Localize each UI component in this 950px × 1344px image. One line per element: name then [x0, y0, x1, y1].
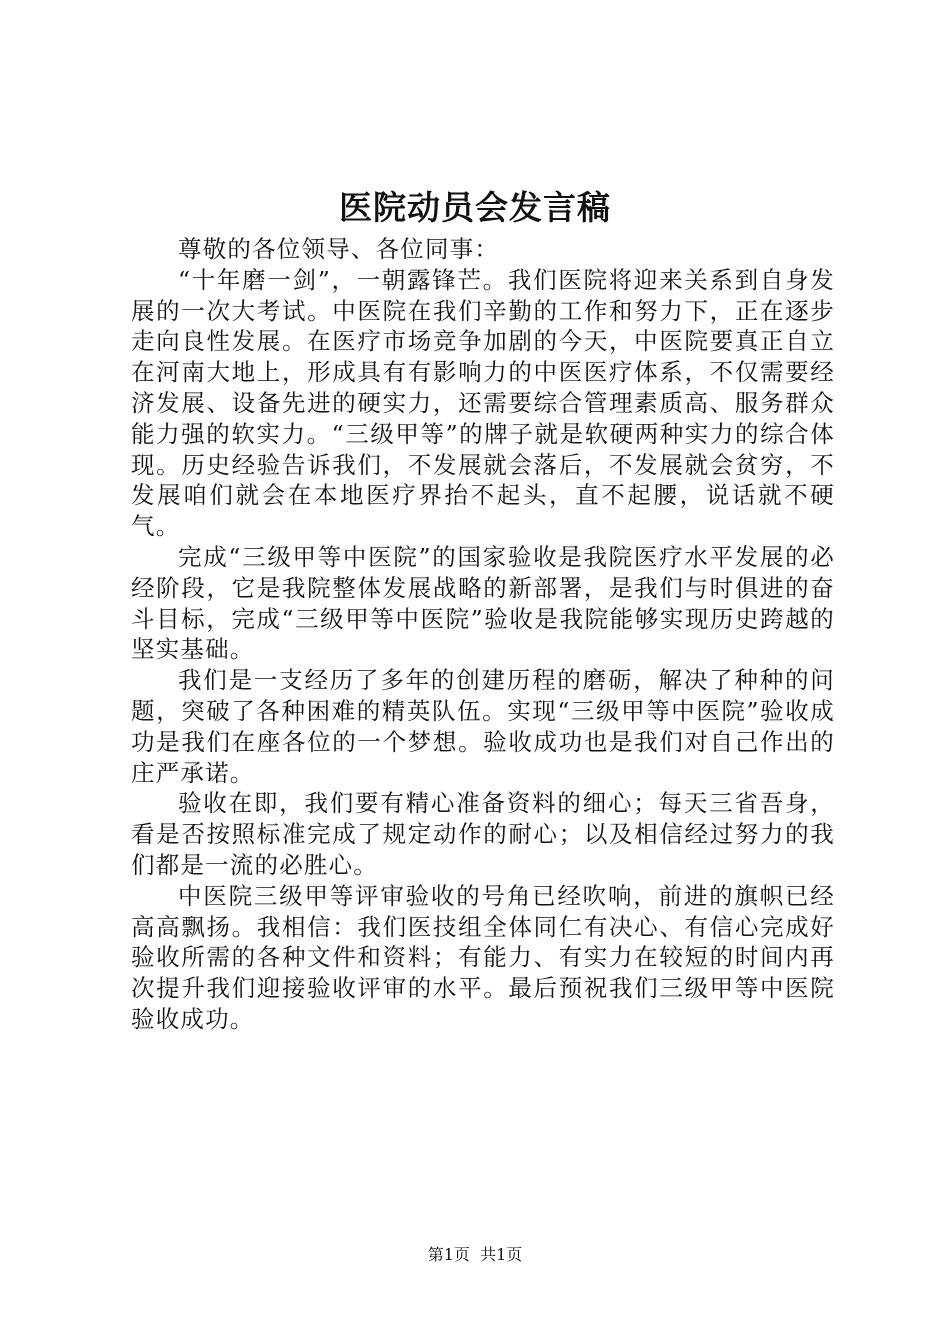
document-title: 医院动员会发言稿 — [339, 188, 611, 227]
body-paragraph-1: “十年磨一剑”，一朝露锋芒。我们医院将迎来关系到自身发展的一次大考试。中医院在我们辛勤的工作和努力下，正在逐步走向良性发展。在医疗市场竞争加剧的今天，中医院要真正自立在河南大地上，形成具有有影响力的中医医疗体系，不仅需要经济发展、设备先进的硬实力，还需要综合管理素质高、服务群众能力强的软实力。“三级甲等”的牌子就是软硬两种实力的综合体现。历史经验告诉我们，不发展就会落后，不发展就会贫穷，不发展咱们就会在本地医疗界抬不起头，直不起腰，说话就不硬气。 — [131, 265, 835, 541]
body-paragraph-5: 中医院三级甲等评审验收的号角已经吹响，前进的旗帜已经高高飘扬。我相信：我们医技组全体同仁有决心、有信心完成好验收所需的各种文件和资料；有能力、有实力在较短的时间内再次提升我们迎接验收评审的水平。最后预祝我们三级甲等中医院验收成功。 — [131, 881, 835, 1033]
page-footer — [0, 1243, 950, 1267]
page-number-total: 共1页 — [480, 1245, 523, 1264]
body-paragraph-2: 完成“三级甲等中医院”的国家验收是我院医疗水平发展的必经阶段，它是我院整体发展战略的新部署，是我们与时俱进的奋斗目标，完成“三级甲等中医院”验收是我院能够实现历史跨越的坚实基础。 — [131, 542, 835, 664]
document-body — [131, 234, 835, 1035]
page-number-current: 第1页 — [427, 1245, 470, 1264]
body-paragraph-4: 验收在即，我们要有精心准备资料的细心；每天三省吾身，看是否按照标准完成了规定动作的耐心；以及相信经过努力的我们都是一流的必胜心。 — [131, 789, 835, 879]
salutation-paragraph: 尊敬的各位领导、各位同事： — [178, 235, 500, 263]
body-paragraph-3: 我们是一支经历了多年的创建历程的磨砺，解决了种种的问题，突破了各种困难的精英队伍。实现“三级甲等中医院”验收成功是我们在座各位的一个梦想。验收成功也是我们对自己作出的庄严承诺。 — [131, 666, 835, 787]
footer-separator — [470, 1245, 480, 1264]
